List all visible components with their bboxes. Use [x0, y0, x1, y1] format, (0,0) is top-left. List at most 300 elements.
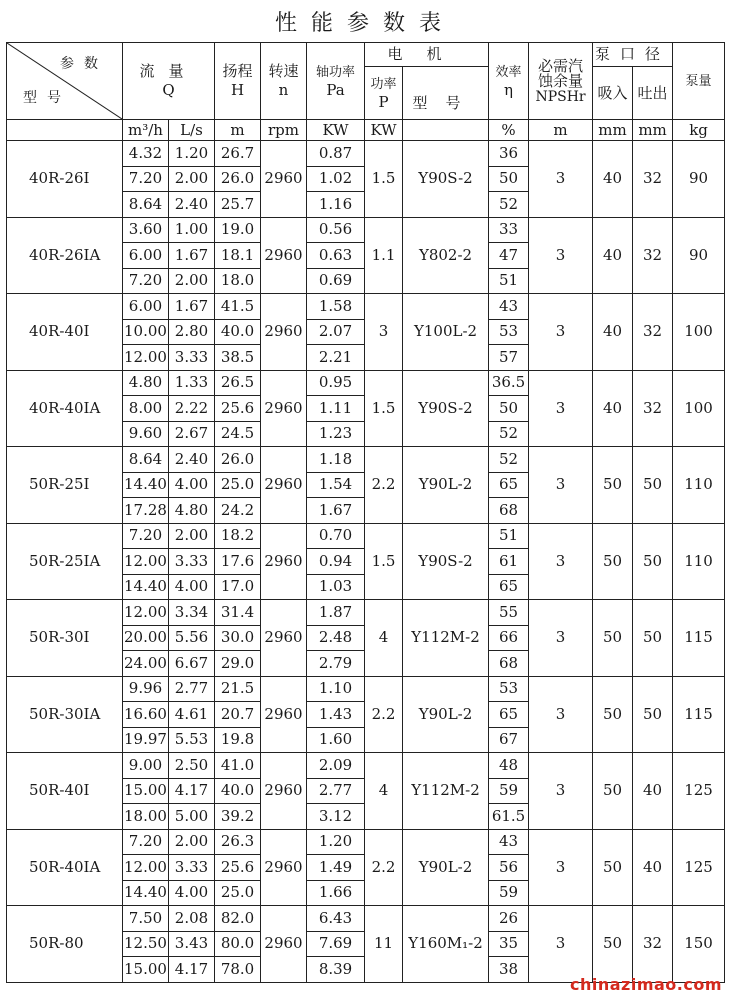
speed-header	[261, 43, 307, 120]
shaft-power-cell: 6.43	[307, 906, 365, 932]
efficiency-cell: 51	[489, 268, 529, 294]
efficiency-cell: 38	[489, 957, 529, 983]
motor-power-header	[365, 67, 403, 120]
shaft-power-cell: 0.70	[307, 523, 365, 549]
motor-power-cell: 11	[365, 906, 403, 983]
unit-inlet: mm	[593, 120, 633, 141]
flow-header	[123, 43, 215, 120]
q-m3h-cell: 8.64	[123, 447, 169, 473]
head-cell: 25.6	[215, 396, 261, 422]
motor-model-cell: Y90L-2	[403, 447, 489, 524]
efficiency-cell: 52	[489, 447, 529, 473]
motor-model-cell: Y802-2	[403, 217, 489, 294]
outlet-cell: 50	[633, 600, 673, 677]
port-diameter-header: 泵口径	[593, 43, 673, 67]
efficiency-label: 效率	[495, 65, 522, 80]
shaft-power-symbol: Pa	[326, 81, 345, 99]
speed-label: 转速	[268, 62, 299, 80]
weight-cell: 150	[673, 906, 725, 983]
q-ls-cell: 2.50	[169, 753, 215, 779]
shaft-power-cell: 2.21	[307, 345, 365, 371]
head-cell: 40.0	[215, 319, 261, 345]
weight-cell: 90	[673, 141, 725, 218]
q-ls-cell: 4.00	[169, 880, 215, 906]
speed-cell: 2960	[261, 447, 307, 524]
npsh-cell: 3	[529, 370, 593, 447]
efficiency-cell: 68	[489, 498, 529, 524]
shaft-power-cell: 1.20	[307, 829, 365, 855]
motor-power-cell: 4	[365, 753, 403, 830]
shaft-power-cell: 0.94	[307, 549, 365, 575]
efficiency-cell: 50	[489, 166, 529, 192]
head-cell: 25.6	[215, 855, 261, 881]
shaft-power-cell: 1.60	[307, 727, 365, 753]
motor-power-cell: 4	[365, 600, 403, 677]
head-cell: 39.2	[215, 804, 261, 830]
q-ls-cell: 5.56	[169, 625, 215, 651]
weight-cell: 110	[673, 523, 725, 600]
efficiency-cell: 65	[489, 702, 529, 728]
table-row	[7, 829, 725, 855]
q-ls-cell: 1.67	[169, 294, 215, 320]
inlet-cell: 50	[593, 600, 633, 677]
table-row	[7, 217, 725, 243]
head-cell: 19.0	[215, 217, 261, 243]
q-m3h-cell: 9.60	[123, 421, 169, 447]
head-cell: 26.7	[215, 141, 261, 167]
efficiency-cell: 65	[489, 472, 529, 498]
shaft-power-cell: 3.12	[307, 804, 365, 830]
head-cell: 80.0	[215, 931, 261, 957]
table-row	[7, 906, 725, 932]
header-row-1	[7, 43, 725, 67]
motor-power-cell: 1.5	[365, 370, 403, 447]
shaft-power-cell: 1.43	[307, 702, 365, 728]
head-cell: 18.2	[215, 523, 261, 549]
q-ls-cell: 6.67	[169, 651, 215, 677]
q-ls-cell: 4.00	[169, 472, 215, 498]
flow-label: 流量	[139, 62, 198, 80]
q-ls-cell: 1.20	[169, 141, 215, 167]
table-row	[7, 600, 725, 626]
outlet-cell: 32	[633, 141, 673, 218]
q-m3h-cell: 8.64	[123, 192, 169, 218]
q-m3h-cell: 19.97	[123, 727, 169, 753]
units-blank	[7, 120, 123, 141]
performance-table	[6, 42, 725, 983]
speed-cell: 2960	[261, 141, 307, 218]
motor-model-cell: Y90L-2	[403, 829, 489, 906]
head-cell: 17.6	[215, 549, 261, 575]
outlet-cell: 50	[633, 523, 673, 600]
q-ls-cell: 4.80	[169, 498, 215, 524]
q-ls-cell: 1.67	[169, 243, 215, 269]
npsh-cell: 3	[529, 294, 593, 371]
weight-cell: 115	[673, 676, 725, 753]
q-m3h-cell: 6.00	[123, 243, 169, 269]
head-cell: 17.0	[215, 574, 261, 600]
q-ls-cell: 1.00	[169, 217, 215, 243]
motor-power-cell: 1.5	[365, 141, 403, 218]
shaft-power-cell: 8.39	[307, 957, 365, 983]
efficiency-cell: 59	[489, 880, 529, 906]
q-m3h-cell: 9.96	[123, 676, 169, 702]
shaft-power-cell: 2.48	[307, 625, 365, 651]
speed-symbol: n	[278, 81, 289, 99]
corner-top-label: 参数	[60, 56, 108, 72]
weight-cell: 90	[673, 217, 725, 294]
head-cell: 26.0	[215, 447, 261, 473]
head-cell: 25.0	[215, 472, 261, 498]
efficiency-cell: 43	[489, 294, 529, 320]
speed-cell: 2960	[261, 217, 307, 294]
motor-model-cell: Y112M-2	[403, 753, 489, 830]
head-cell: 19.8	[215, 727, 261, 753]
npsh-cell: 3	[529, 829, 593, 906]
q-m3h-cell: 4.80	[123, 370, 169, 396]
q-ls-cell: 1.33	[169, 370, 215, 396]
shaft-power-cell: 0.63	[307, 243, 365, 269]
model-cell: 40R-40IA	[7, 370, 123, 447]
model-cell: 40R-40I	[7, 294, 123, 371]
weight-cell: 125	[673, 829, 725, 906]
outlet-cell: 32	[633, 294, 673, 371]
unit-motor-model	[403, 120, 489, 141]
head-cell: 25.0	[215, 880, 261, 906]
motor-power-cell: 2.2	[365, 829, 403, 906]
head-cell: 40.0	[215, 778, 261, 804]
q-m3h-cell: 7.20	[123, 523, 169, 549]
q-m3h-cell: 3.60	[123, 217, 169, 243]
q-ls-cell: 2.00	[169, 268, 215, 294]
outlet-cell: 40	[633, 829, 673, 906]
head-cell: 18.1	[215, 243, 261, 269]
q-m3h-cell: 14.40	[123, 472, 169, 498]
motor-model-header: 型号	[403, 67, 489, 120]
q-ls-cell: 2.22	[169, 396, 215, 422]
flow-symbol: Q	[162, 81, 175, 99]
weight-header: 泵量	[673, 43, 725, 120]
efficiency-cell: 48	[489, 753, 529, 779]
head-cell: 41.0	[215, 753, 261, 779]
efficiency-cell: 33	[489, 217, 529, 243]
motor-model-cell: Y160M₁-2	[403, 906, 489, 983]
efficiency-cell: 50	[489, 396, 529, 422]
head-cell: 82.0	[215, 906, 261, 932]
head-cell: 24.2	[215, 498, 261, 524]
unit-flow-m3h: m³/h	[123, 120, 169, 141]
shaft-power-cell: 1.23	[307, 421, 365, 447]
q-m3h-cell: 7.50	[123, 906, 169, 932]
model-cell: 40R-26I	[7, 141, 123, 218]
unit-motor-power: KW	[365, 120, 403, 141]
inlet-cell: 40	[593, 141, 633, 218]
q-m3h-cell: 6.00	[123, 294, 169, 320]
q-m3h-cell: 18.00	[123, 804, 169, 830]
npsh-cell: 3	[529, 217, 593, 294]
efficiency-cell: 26	[489, 906, 529, 932]
head-cell: 21.5	[215, 676, 261, 702]
inlet-cell: 50	[593, 447, 633, 524]
motor-power-symbol: P	[378, 93, 389, 111]
table-row	[7, 676, 725, 702]
shaft-power-cell: 1.03	[307, 574, 365, 600]
inlet-cell: 40	[593, 217, 633, 294]
head-cell: 18.0	[215, 268, 261, 294]
inlet-cell: 40	[593, 370, 633, 447]
shaft-power-cell: 1.11	[307, 396, 365, 422]
q-m3h-cell: 12.00	[123, 549, 169, 575]
npsh-cell: 3	[529, 676, 593, 753]
unit-flow-ls: L/s	[169, 120, 215, 141]
shaft-power-cell: 2.77	[307, 778, 365, 804]
npsh-cell: 3	[529, 523, 593, 600]
q-m3h-cell: 9.00	[123, 753, 169, 779]
efficiency-cell: 65	[489, 574, 529, 600]
q-m3h-cell: 14.40	[123, 574, 169, 600]
efficiency-cell: 52	[489, 421, 529, 447]
head-cell: 20.7	[215, 702, 261, 728]
shaft-power-cell: 2.09	[307, 753, 365, 779]
q-ls-cell: 4.17	[169, 778, 215, 804]
shaft-power-cell: 0.56	[307, 217, 365, 243]
head-cell: 38.5	[215, 345, 261, 371]
q-m3h-cell: 4.32	[123, 141, 169, 167]
efficiency-cell: 57	[489, 345, 529, 371]
shaft-power-cell: 0.95	[307, 370, 365, 396]
q-m3h-cell: 15.00	[123, 778, 169, 804]
shaft-power-cell: 1.87	[307, 600, 365, 626]
motor-model-cell: Y90S-2	[403, 141, 489, 218]
efficiency-cell: 61	[489, 549, 529, 575]
q-ls-cell: 2.40	[169, 192, 215, 218]
inlet-cell: 50	[593, 753, 633, 830]
shaft-power-cell: 0.87	[307, 141, 365, 167]
npsh-label-2: 蚀余量	[538, 71, 584, 90]
watermark-text: chinazimao.com	[569, 975, 722, 994]
q-ls-cell: 3.33	[169, 855, 215, 881]
q-ls-cell: 2.00	[169, 829, 215, 855]
motor-model-cell: Y112M-2	[403, 600, 489, 677]
model-cell: 50R-25IA	[7, 523, 123, 600]
head-cell: 78.0	[215, 957, 261, 983]
q-m3h-cell: 12.00	[123, 855, 169, 881]
efficiency-cell: 43	[489, 829, 529, 855]
model-cell: 50R-40IA	[7, 829, 123, 906]
inlet-cell: 50	[593, 523, 633, 600]
q-ls-cell: 4.61	[169, 702, 215, 728]
shaft-power-cell: 1.16	[307, 192, 365, 218]
efficiency-cell: 68	[489, 651, 529, 677]
q-ls-cell: 2.77	[169, 676, 215, 702]
q-ls-cell: 5.53	[169, 727, 215, 753]
shaft-power-cell: 1.02	[307, 166, 365, 192]
efficiency-cell: 51	[489, 523, 529, 549]
units-row	[7, 120, 725, 141]
speed-cell: 2960	[261, 753, 307, 830]
table-row	[7, 294, 725, 320]
shaft-power-cell: 1.18	[307, 447, 365, 473]
npsh-cell: 3	[529, 600, 593, 677]
npsh-symbol: NPSHr	[535, 88, 586, 105]
motor-model-cell: Y100L-2	[403, 294, 489, 371]
q-ls-cell: 2.40	[169, 447, 215, 473]
unit-weight: kg	[673, 120, 725, 141]
shaft-power-cell: 1.54	[307, 472, 365, 498]
corner-header-cell	[7, 43, 123, 120]
unit-head: m	[215, 120, 261, 141]
head-symbol: H	[230, 81, 245, 99]
head-cell: 41.5	[215, 294, 261, 320]
q-m3h-cell: 14.40	[123, 880, 169, 906]
head-cell: 26.5	[215, 370, 261, 396]
table-row	[7, 753, 725, 779]
q-m3h-cell: 17.28	[123, 498, 169, 524]
q-ls-cell: 4.17	[169, 957, 215, 983]
speed-cell: 2960	[261, 523, 307, 600]
q-m3h-cell: 7.20	[123, 268, 169, 294]
weight-cell: 110	[673, 447, 725, 524]
q-ls-cell: 2.80	[169, 319, 215, 345]
outlet-cell: 40	[633, 753, 673, 830]
efficiency-cell: 55	[489, 600, 529, 626]
head-cell: 31.4	[215, 600, 261, 626]
head-cell: 29.0	[215, 651, 261, 677]
q-ls-cell: 5.00	[169, 804, 215, 830]
q-ls-cell: 2.08	[169, 906, 215, 932]
q-ls-cell: 3.43	[169, 931, 215, 957]
motor-model-cell: Y90S-2	[403, 523, 489, 600]
model-cell: 50R-30IA	[7, 676, 123, 753]
motor-model-cell: Y90S-2	[403, 370, 489, 447]
motor-power-cell: 3	[365, 294, 403, 371]
npsh-label-1: 必需汽	[538, 56, 584, 75]
efficiency-cell: 66	[489, 625, 529, 651]
inlet-cell: 50	[593, 829, 633, 906]
motor-power-cell: 2.2	[365, 447, 403, 524]
q-m3h-cell: 12.50	[123, 931, 169, 957]
unit-npsh: m	[529, 120, 593, 141]
npsh-cell: 3	[529, 906, 593, 983]
unit-speed: rpm	[261, 120, 307, 141]
head-cell: 25.7	[215, 192, 261, 218]
shaft-power-header	[307, 43, 365, 120]
model-cell: 50R-40I	[7, 753, 123, 830]
efficiency-header	[489, 43, 529, 120]
motor-power-cell: 1.1	[365, 217, 403, 294]
outlet-cell: 50	[633, 447, 673, 524]
inlet-cell: 40	[593, 294, 633, 371]
corner-bottom-label: 型号	[23, 90, 71, 106]
motor-header: 电机	[365, 43, 489, 67]
npsh-cell: 3	[529, 141, 593, 218]
speed-cell: 2960	[261, 370, 307, 447]
model-cell: 50R-80	[7, 906, 123, 983]
efficiency-cell: 53	[489, 319, 529, 345]
inlet-header: 吸入	[593, 67, 633, 120]
unit-shaft-power: KW	[307, 120, 365, 141]
shaft-power-cell: 0.69	[307, 268, 365, 294]
motor-model-cell: Y90L-2	[403, 676, 489, 753]
efficiency-cell: 67	[489, 727, 529, 753]
efficiency-cell: 59	[489, 778, 529, 804]
q-ls-cell: 4.00	[169, 574, 215, 600]
q-m3h-cell: 15.00	[123, 957, 169, 983]
outlet-cell: 32	[633, 906, 673, 983]
weight-cell: 100	[673, 370, 725, 447]
head-cell: 24.5	[215, 421, 261, 447]
q-m3h-cell: 12.00	[123, 345, 169, 371]
outlet-header: 吐出	[633, 67, 673, 120]
shaft-power-cell: 1.49	[307, 855, 365, 881]
shaft-power-cell: 1.10	[307, 676, 365, 702]
efficiency-cell: 36.5	[489, 370, 529, 396]
table-row	[7, 141, 725, 167]
weight-cell: 100	[673, 294, 725, 371]
shaft-power-cell: 7.69	[307, 931, 365, 957]
motor-power-cell: 2.2	[365, 676, 403, 753]
model-cell: 40R-26IA	[7, 217, 123, 294]
npsh-cell: 3	[529, 447, 593, 524]
motor-power-label: 功率	[370, 77, 397, 92]
page-title: 性能参数表	[274, 11, 455, 36]
motor-power-cell: 1.5	[365, 523, 403, 600]
q-m3h-cell: 16.60	[123, 702, 169, 728]
table-row	[7, 447, 725, 473]
table-row	[7, 370, 725, 396]
efficiency-symbol: η	[504, 81, 514, 99]
speed-cell: 2960	[261, 829, 307, 906]
model-cell: 50R-25I	[7, 447, 123, 524]
shaft-power-cell: 1.58	[307, 294, 365, 320]
inlet-cell: 50	[593, 906, 633, 983]
efficiency-cell: 61.5	[489, 804, 529, 830]
q-ls-cell: 3.33	[169, 549, 215, 575]
efficiency-cell: 52	[489, 192, 529, 218]
q-ls-cell: 3.34	[169, 600, 215, 626]
speed-cell: 2960	[261, 294, 307, 371]
efficiency-cell: 56	[489, 855, 529, 881]
speed-cell: 2960	[261, 676, 307, 753]
q-m3h-cell: 7.20	[123, 829, 169, 855]
shaft-power-cell: 2.07	[307, 319, 365, 345]
q-ls-cell: 2.67	[169, 421, 215, 447]
table-row	[7, 523, 725, 549]
q-ls-cell: 2.00	[169, 166, 215, 192]
head-cell: 26.3	[215, 829, 261, 855]
q-m3h-cell: 10.00	[123, 319, 169, 345]
npsh-header	[529, 43, 593, 120]
q-m3h-cell: 12.00	[123, 600, 169, 626]
efficiency-cell: 35	[489, 931, 529, 957]
unit-outlet: mm	[633, 120, 673, 141]
npsh-cell: 3	[529, 753, 593, 830]
q-m3h-cell: 20.00	[123, 625, 169, 651]
weight-cell: 115	[673, 600, 725, 677]
inlet-cell: 50	[593, 676, 633, 753]
head-label: 扬程	[222, 62, 253, 80]
efficiency-cell: 36	[489, 141, 529, 167]
outlet-cell: 32	[633, 370, 673, 447]
shaft-power-label: 轴功率	[316, 65, 356, 80]
q-m3h-cell: 7.20	[123, 166, 169, 192]
outlet-cell: 32	[633, 217, 673, 294]
model-cell: 50R-30I	[7, 600, 123, 677]
shaft-power-cell: 2.79	[307, 651, 365, 677]
shaft-power-cell: 1.66	[307, 880, 365, 906]
efficiency-cell: 47	[489, 243, 529, 269]
q-ls-cell: 2.00	[169, 523, 215, 549]
